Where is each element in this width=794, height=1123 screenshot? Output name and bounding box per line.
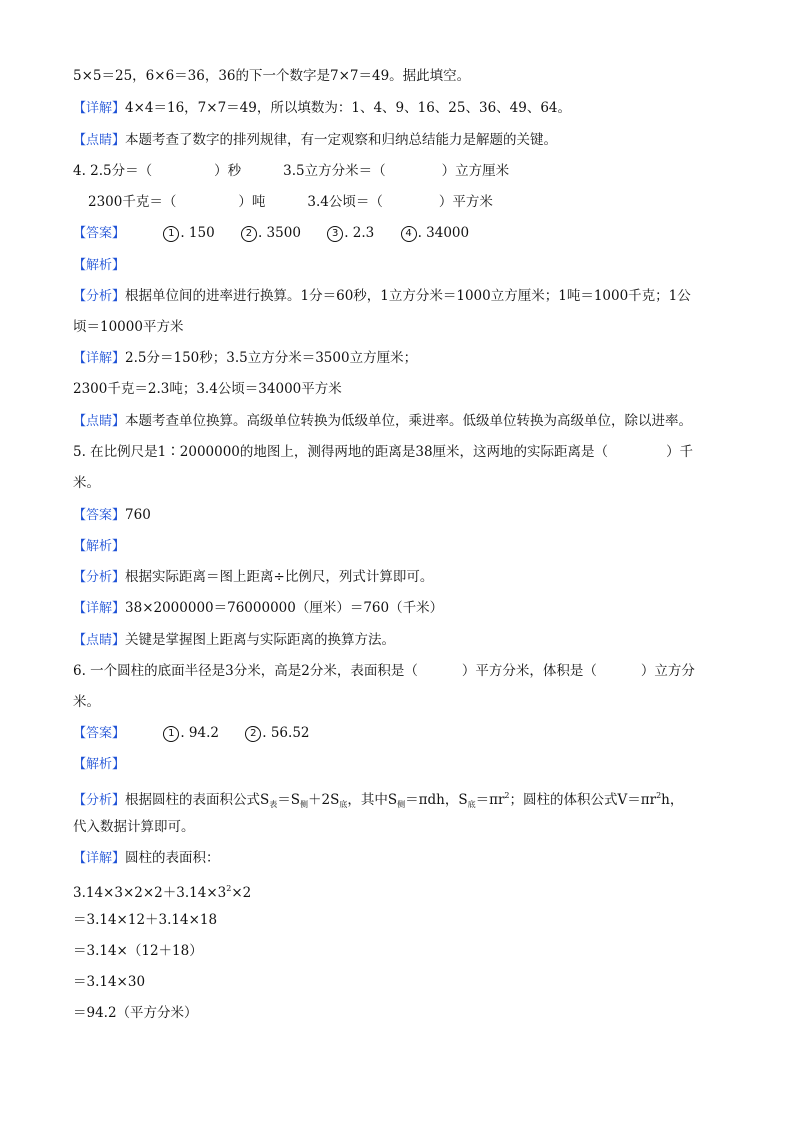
text-line [73, 317, 183, 337]
answer-value: . 94.2 [180, 725, 219, 741]
text-line [73, 379, 342, 399]
text: 米。 [73, 694, 100, 710]
analysis-line [73, 567, 433, 588]
key-point-tag: 【点睛】 [73, 414, 126, 429]
circled-number: 2 [245, 726, 261, 742]
question-6-line-1 [73, 661, 695, 681]
text: ＋2S [308, 792, 340, 808]
detail-line [73, 348, 417, 369]
calc-line [73, 941, 203, 961]
calc-line [73, 1003, 198, 1023]
question-5-line-1 [73, 442, 693, 462]
analysis-line [73, 786, 683, 815]
answer-tag: 【答案】 [73, 226, 126, 241]
text: ×2 [231, 885, 252, 901]
answer-value: . 2.3 [344, 225, 375, 241]
subscript: 侧 [397, 800, 406, 809]
text: 关键是掌握图上距离与实际距离的换算方法。 [125, 632, 396, 648]
question-4-line-2 [88, 192, 493, 212]
text: 根据圆柱的表面积公式S [125, 792, 270, 808]
circled-number: 3 [327, 226, 343, 242]
analysis-sub-tag: 【分析】 [73, 793, 126, 808]
text: ，其中S [347, 792, 398, 808]
text: ）吨 [238, 194, 266, 210]
text: 6. 一个圆柱的底面半径是3分米，高是2分米，表面积是（ [73, 663, 418, 679]
calc-line [73, 910, 217, 930]
subscript: 侧 [300, 800, 309, 809]
analysis-sub-tag: 【分析】 [73, 289, 126, 304]
key-point-line [73, 130, 557, 151]
circled-number: 4 [401, 226, 417, 242]
text: ＝S [277, 792, 301, 808]
answer-value: 760 [125, 507, 151, 523]
text: 根据单位间的进率进行换算。1分＝60秒，1立方分米＝1000立方厘米；1吨＝1000千克；1公 [125, 288, 691, 304]
answer-line [73, 723, 310, 744]
text: 本题考查单位换算。高级单位转换为低级单位，乘进率。低级单位转换为高级单位，除以进率。 [125, 413, 693, 429]
analysis-heading [73, 536, 125, 557]
key-point-line [73, 411, 692, 432]
text: 4×4＝16，7×7＝49，所以填数为：1、4、9、16、25、36、49、64。 [125, 100, 572, 116]
text: ＝πr [475, 792, 505, 808]
question-4-line-1 [73, 161, 509, 181]
text: ）立方厘米 [441, 163, 510, 179]
answer-line [73, 223, 469, 244]
answer-value: . 56.52 [262, 725, 310, 741]
text: 5×5＝25，6×6＝36，36的下一个数字是7×7＝49。据此填空。 [73, 68, 471, 84]
calc-line [73, 879, 251, 903]
key-point-line [73, 630, 395, 651]
text: 圆柱的表面积： [125, 850, 220, 866]
text: ；圆柱的体积公式V＝πr [509, 792, 657, 808]
text-line [73, 66, 470, 86]
detail-line [73, 848, 220, 869]
text: h， [661, 792, 684, 808]
text: 2300千克＝2.3吨；3.4公顷＝34000平方米 [73, 381, 342, 397]
text: 5. 在比例尺是1∶2000000的地图上，测得两地的距离是38厘米，这两地的实际距离是（ [73, 444, 609, 460]
analysis-heading [73, 754, 125, 775]
text: 2300千克＝（ [88, 194, 177, 210]
analysis-tag: 【解析】 [73, 539, 126, 554]
superscript: 2 [656, 791, 662, 800]
question-5-line-2 [73, 473, 100, 493]
detail-tag: 【详解】 [73, 851, 126, 866]
analysis-tag: 【解析】 [73, 258, 126, 273]
detail-line [73, 98, 571, 119]
circled-number: 2 [241, 226, 257, 242]
subscript: 表 [269, 800, 278, 809]
text: ）平方米 [438, 194, 493, 210]
answer-tag: 【答案】 [73, 726, 126, 741]
circled-number: 1 [163, 726, 179, 742]
superscript: 2 [226, 884, 232, 893]
text: ）秒 [214, 163, 242, 179]
detail-tag: 【详解】 [73, 101, 126, 116]
detail-tag: 【详解】 [73, 601, 126, 616]
question-6-line-2 [73, 692, 100, 712]
answer-line [73, 505, 151, 526]
text: ）立方分 [640, 663, 695, 679]
answer-tag: 【答案】 [73, 508, 126, 523]
text: 3.5立方分米＝（ [283, 163, 386, 179]
analysis-heading [73, 255, 125, 276]
text: ＝3.14×（12＋18） [73, 943, 203, 959]
superscript: 2 [504, 791, 510, 800]
analysis-tag: 【解析】 [73, 757, 126, 772]
text: ＝πdh，S [405, 792, 468, 808]
text: 3.4公顷＝（ [307, 194, 383, 210]
subscript: 底 [467, 800, 476, 809]
text: 米。 [73, 475, 100, 491]
text: 4. 2.5分＝（ [73, 163, 153, 179]
circled-number: 1 [163, 226, 179, 242]
text: 根据实际距离＝图上距离÷比例尺，列式计算即可。 [125, 569, 434, 585]
answer-value: . 34000 [417, 225, 470, 241]
text: 顷＝10000平方米 [73, 319, 184, 335]
text: ）平方分米，体积是（ [461, 663, 597, 679]
analysis-line [73, 286, 691, 307]
calc-line [73, 972, 145, 992]
key-point-tag: 【点睛】 [73, 633, 126, 648]
analysis-sub-tag: 【分析】 [73, 570, 126, 585]
text: ＝94.2（平方分米） [73, 1005, 198, 1021]
text: 本题考查了数字的排列规律，有一定观察和归纳总结能力是解题的关键。 [125, 132, 558, 148]
text: 代入数据计算即可。 [73, 819, 195, 835]
key-point-tag: 【点睛】 [73, 133, 126, 148]
text: 3.14×3×2×2＋3.14×3 [73, 885, 227, 901]
answer-value: . 3500 [257, 225, 301, 241]
text: ＝3.14×30 [73, 974, 146, 990]
text: 38×2000000＝76000000（厘米）＝760（千米） [125, 600, 444, 616]
text: ＝3.14×12＋3.14×18 [73, 912, 218, 928]
detail-tag: 【详解】 [73, 351, 126, 366]
text: ）千 [666, 444, 694, 460]
detail-line [73, 598, 443, 619]
text: 2.5分＝150秒；3.5立方分米＝3500立方厘米； [125, 350, 418, 366]
subscript: 底 [339, 800, 348, 809]
answer-value: . 150 [180, 225, 215, 241]
text-line [73, 817, 195, 837]
